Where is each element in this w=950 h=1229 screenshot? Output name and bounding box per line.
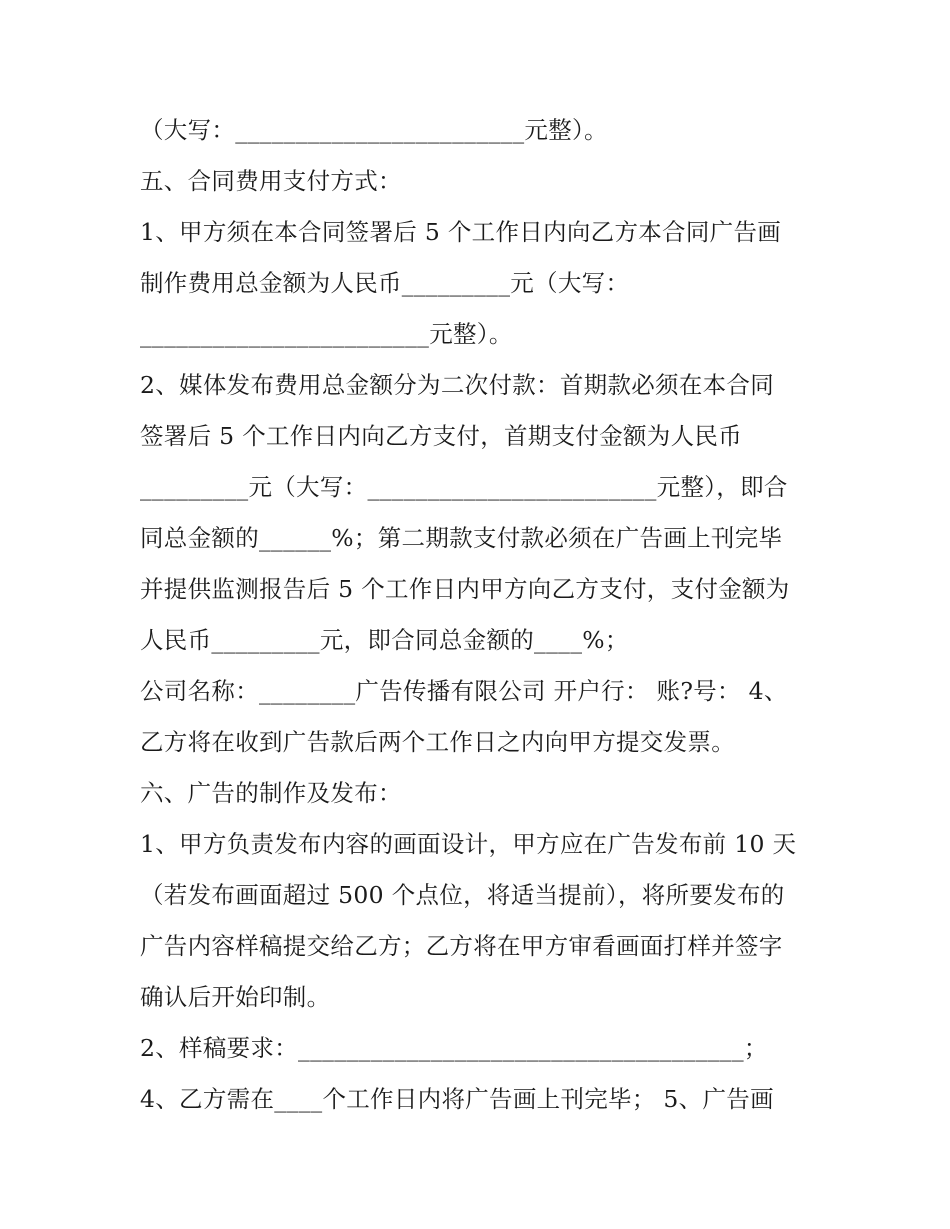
text-line: （若发布画面超过 500 个点位，将适当提前），将所要发布的	[140, 881, 785, 909]
text-line: 确认后开始印制。	[140, 983, 331, 1011]
text-line: 签署后 5 个工作日内向乙方支付，首期支付金额为人民币	[140, 422, 742, 450]
text-line: 并提供监测报告后 5 个工作日内甲方向乙方支付，支付金额为	[140, 575, 790, 603]
text-line: 人民币_________元，即合同总金额的____%；	[140, 626, 629, 654]
text-line: 制作费用总金额为人民币_________元（大写：	[140, 269, 630, 297]
text-line: 2、媒体发布费用总金额分为二次付款：首期款必须在本合同	[140, 371, 775, 399]
text-line: 同总金额的______%；第二期款支付款必须在广告画上刊完毕	[140, 524, 783, 552]
text-line: 乙方将在收到广告款后两个工作日之内向甲方提交发票。	[140, 728, 735, 756]
text-line: 公司名称：________广告传播有限公司 开户行： 账?号： 4、	[140, 677, 788, 705]
text-line: 1、甲方须在本合同签署后 5 个工作日内向乙方本合同广告画	[140, 218, 782, 246]
section-heading-payment-method: 五、合同费用支付方式：	[140, 167, 402, 195]
contract-text-body	[140, 108, 820, 1128]
text-line: 广告内容样稿提交给乙方；乙方将在甲方审看画面打样并签字	[140, 932, 783, 960]
text-line: _________元（大写：________________________元整），即合	[140, 473, 788, 501]
section-heading-production-release: 六、广告的制作及发布：	[140, 779, 402, 807]
text-line: 4、乙方需在____个工作日内将广告画上刊完毕； 5、广告画	[140, 1085, 774, 1113]
text-line: （大写：________________________元整）。	[140, 116, 608, 144]
text-line: 2、样稿要求：_____________________________________；	[140, 1034, 768, 1062]
text-line: 1、甲方负责发布内容的画面设计，甲方应在广告发布前 10 天	[140, 830, 797, 858]
text-line: ________________________元整）。	[140, 320, 513, 348]
